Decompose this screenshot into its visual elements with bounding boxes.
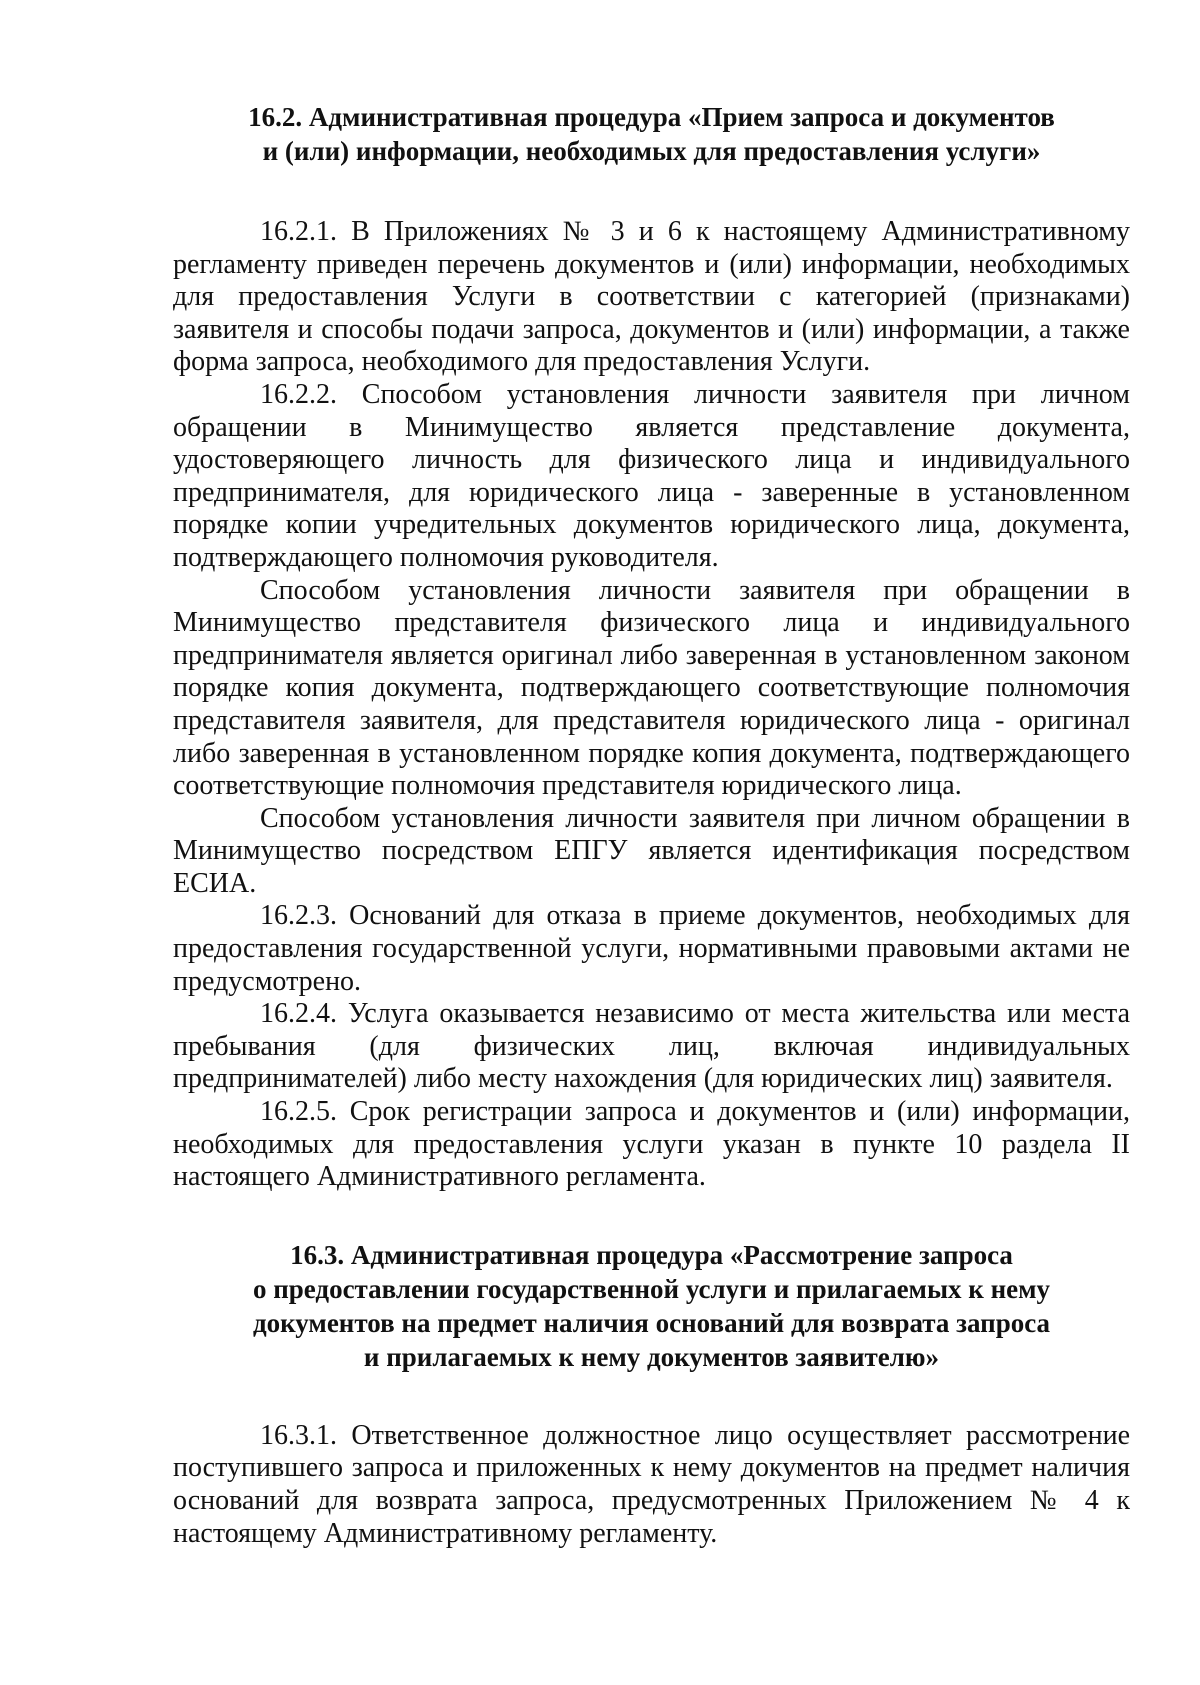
section-body-16-2 bbox=[173, 216, 1130, 1194]
document-page bbox=[173, 100, 1130, 1550]
heading-line: и (или) информации, необходимых для предоставления услуги» bbox=[262, 136, 1041, 166]
paragraph-16-3-1: 16.3.1. Ответственное должностное лицо осуществляет рассмотрение поступившего запроса и приложенных к нему документов на предмет наличия оснований для возврата запроса, предусмотренных Приложением № 4 к настоящему Административному регламенту. bbox=[173, 1419, 1130, 1549]
heading-line: 16.2. Административная процедура «Прием запроса и документов bbox=[248, 102, 1055, 132]
heading-line: и прилагаемых к нему документов заявителю» bbox=[363, 1341, 940, 1372]
heading-line: о предоставлении государственной услуги и прилагаемых к нему bbox=[252, 1273, 1051, 1304]
paragraph-16-2-5: 16.2.5. Срок регистрации запроса и документов и (или) информации, необходимых для предоставления услуги указан в пункте 10 раздела II настоящего Административного регламента. bbox=[173, 1096, 1130, 1193]
section-body-16-3 bbox=[173, 1420, 1130, 1550]
paragraph-16-2-2: 16.2.2. Способом установления личности заявителя при личном обращении в Минимущество является представление документа, удостоверяющего личность для физического лица и индивидуального предпринимателя, для юридического лица - заверенные в установленном порядке копии учредительных документов юридического лица, документа, подтверждающего полномочия руководителя. bbox=[173, 378, 1130, 573]
paragraph-16-2-4: 16.2.4. Услуга оказывается независимо от места жительства или места пребывания (для физических лиц, включая индивидуальных предпринимателей) либо месту нахождения (для юридических лиц) заявителя. bbox=[173, 998, 1130, 1095]
paragraph-epgu: Способом установления личности заявителя при личном обращении в Минимущество посредством ЕПГУ является идентификация посредством ЕСИА. bbox=[173, 802, 1130, 899]
heading-line: документов на предмет наличия оснований для возврата запроса bbox=[252, 1307, 1051, 1338]
paragraph-representative: Способом установления личности заявителя при обращении в Минимущество представителя физического лица и индивидуального предпринимателя является оригинал либо заверенная в установленном законом порядке копия документа, подтверждающего соответствующие полномочия представителя заявителя, для представителя юридического лица - оригинал либо заверенная в установленном порядке копия документа, подтверждающего соответствующие полномочия представителя юридического лица. bbox=[173, 574, 1130, 802]
section-heading-16-2 bbox=[173, 100, 1130, 168]
heading-line: 16.3. Административная процедура «Рассмотрение запроса bbox=[290, 1239, 1013, 1270]
paragraph-16-2-1: 16.2.1. В Приложениях № 3 и 6 к настоящему Административному регламенту приведен перечень документов и (или) информации, необходимых для предоставления Услуги в соответствии с категорией (признаками) заявителя и способы подачи запроса, документов и (или) информации, а также форма запроса, необходимого для предоставления Услуги. bbox=[173, 216, 1130, 378]
paragraph-16-2-3: 16.2.3. Оснований для отказа в приеме документов, необходимых для предоставления государственной услуги, нормативными правовыми актами не предусмотрено. bbox=[173, 900, 1130, 997]
section-heading-16-3 bbox=[173, 1238, 1130, 1374]
